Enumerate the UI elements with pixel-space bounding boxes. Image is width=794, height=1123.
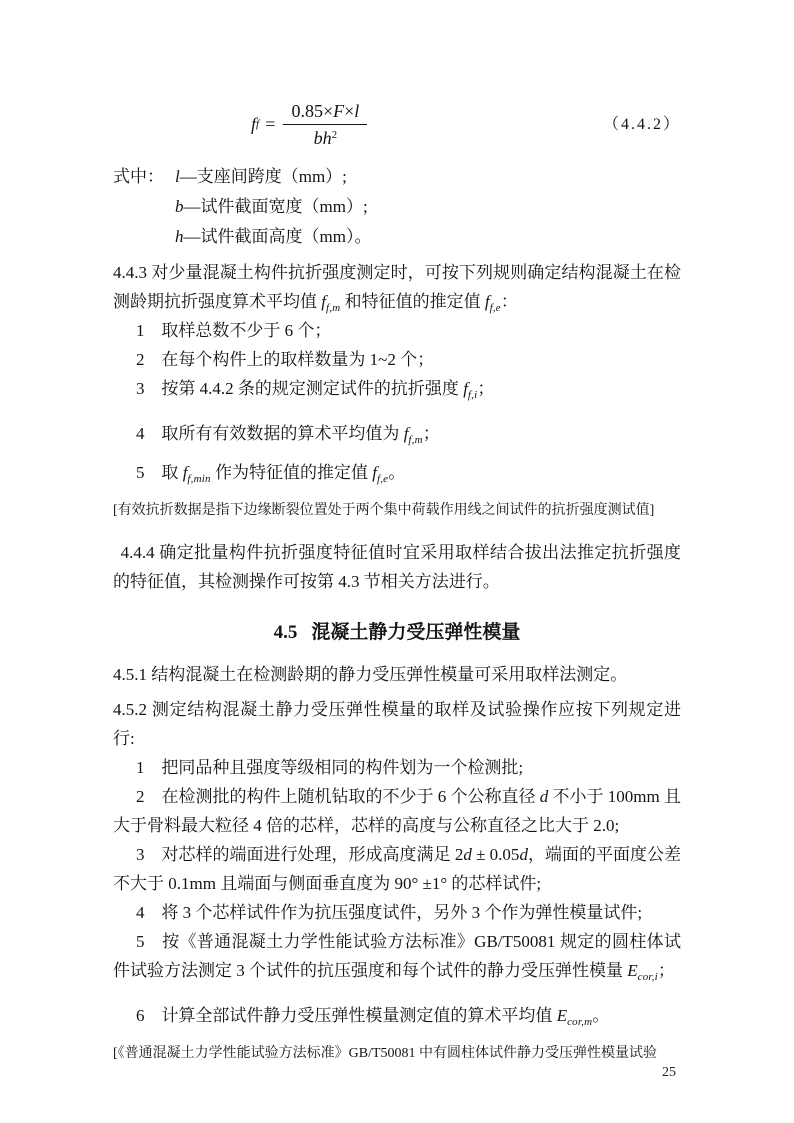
math-exponent: 2: [331, 128, 338, 141]
text-run: 5 按《普通混凝土力学性能试验方法标准》GB/T50081 规定的圆柱体试件试验方法测定 3 个试件的抗压强度和每个试件的静力受压弹性模量: [113, 932, 681, 980]
math-subscript: f,e: [376, 473, 389, 485]
math-symbol-d: d: [463, 845, 472, 864]
text-run: 。: [592, 1006, 610, 1025]
math-symbol-l: l: [354, 100, 360, 121]
text-run: 3 对芯样的端面进行处理，形成高度满足 2: [135, 845, 464, 864]
math-symbol-l: l: [175, 167, 180, 186]
text-run: 6 计算全部试件静力受压弹性模量测定值的算术平均值: [135, 1006, 557, 1025]
clause-4-4-3: [113, 258, 681, 316]
math-symbol-d: d: [519, 845, 528, 864]
bracket-note-flexural: [有效抗折数据是指下边缘断裂位置处于两个集中荷载作用线之间试件的抗折强度测试值]: [113, 503, 655, 518]
math-symbol-ffm: f: [321, 292, 326, 311]
clause-4-5-1: 4.5.1 结构混凝土在检测龄期的静力受压弹性模量可采用取样法测定。: [113, 665, 628, 684]
text-run: 。: [388, 463, 406, 482]
math-subscript: f,min: [187, 473, 211, 485]
list-item-4: [113, 419, 681, 448]
page-number: 25: [662, 1065, 676, 1080]
fraction: [283, 100, 367, 149]
math-symbol-ff: f: [251, 113, 257, 134]
list-item-2: 2 在每个构件上的取样数量为 1~2 个；: [135, 350, 435, 369]
math-subscript: cor,m: [567, 1016, 593, 1028]
section-title: 混凝土静力受压弹性模量: [311, 622, 521, 643]
symbol-definitions: [113, 162, 681, 252]
where-label: 式中：: [113, 167, 164, 186]
text-run: ；: [657, 961, 675, 980]
text-run: ：: [500, 292, 518, 311]
math-symbol-Ecori: E: [627, 961, 638, 980]
list-item-6: [113, 1001, 681, 1030]
equals-sign: =: [265, 113, 276, 134]
math-subscript: f,m: [408, 434, 423, 446]
math-symbol-ffm: f: [403, 424, 409, 443]
list-item-4: 4 将 3 个芯样试件作为抗压强度试件，另外 3 个作为弹性模量试件;: [135, 903, 643, 922]
text-run: 不小于 100mm 且大于骨料最大粒径 4 倍的芯样，芯样的高度与公称直径之比大于 2.0;: [113, 787, 681, 835]
math-symbol-b: b: [175, 197, 184, 216]
math-subscript: cor,i: [637, 971, 658, 983]
text-run: —试件截面宽度（mm）;: [183, 197, 368, 216]
math-symbol-ffe: f: [484, 292, 490, 311]
math-symbol-Ecorm: E: [556, 1006, 568, 1025]
text-run: 5 取: [135, 463, 183, 482]
definition-l: [175, 162, 681, 192]
clause-4-4-4: 4.4.4 确定批量构件抗折强度特征值时宜采用取样结合拔出法推定抗折强度的特征值，其检测操作可按第 4.3 节相关方法进行。: [113, 543, 681, 591]
math-subscript: f,i: [467, 389, 478, 401]
list-item-1: 1 把同品种且强度等级相同的构件划为一个检测批;: [135, 758, 524, 777]
text-run: 2 在检测批的构件上随机钻取的不少于 6 个公称直径: [135, 787, 540, 806]
text-run: —支座间跨度（mm）;: [179, 167, 347, 186]
list-item-2: [113, 782, 681, 840]
math-symbol-ffi: f: [463, 379, 468, 398]
page-content: [113, 96, 681, 1079]
section-number: 4.5: [273, 622, 298, 643]
text-run: 作为特征值的推定值: [210, 463, 373, 482]
list-item-5: [113, 927, 681, 985]
math-symbol-ffmin: f: [182, 463, 188, 482]
text-run: 4.4.3 对少量混凝土构件抗折强度测定时，可按下列规则确定结构混凝土在检测龄期抗折强度算术平均值: [113, 263, 681, 311]
list-item-5: [113, 458, 681, 487]
math-symbol-F: F: [333, 100, 345, 121]
list-item-1: 1 取样总数不少于 6 个；: [135, 321, 332, 340]
section-heading-4-5: [113, 618, 681, 648]
math-symbol-ffe: f: [372, 463, 377, 482]
math-symbol-d: d: [539, 787, 549, 806]
math-subscript: f,e: [489, 302, 501, 314]
list-item-3: [113, 840, 681, 898]
definition-h: [175, 222, 681, 252]
times-sign: ×: [344, 100, 355, 121]
text-run: ；: [422, 424, 440, 443]
equation-4-4-2: f f = $\frac{0.85\times F\times l}{bh^2}$: [251, 100, 367, 149]
list-item-3: [113, 374, 681, 403]
equation-row: [113, 96, 681, 152]
times-sign: ×: [322, 100, 334, 121]
definition-b: [175, 192, 681, 222]
text-run: 0.85: [291, 100, 323, 121]
math-symbol-h: h: [175, 227, 184, 246]
text-run: —试件截面高度（mm）。: [183, 227, 372, 246]
definition-list: [175, 162, 681, 252]
text-run: ；: [477, 379, 495, 398]
clause-4-5-2: 4.5.2 测定结构混凝土静力受压弹性模量的取样及试验操作应按下列规定进行:: [113, 700, 681, 748]
text-run: 和特征值的推定值: [340, 292, 485, 311]
fraction-denominator: [283, 125, 367, 149]
fraction-numerator: [283, 100, 367, 125]
math-subscript: f,m: [325, 302, 341, 314]
text-run: 4 取所有有效数据的算术平均值为: [135, 424, 404, 443]
equation-number: （4.4.2）: [602, 115, 681, 133]
math-symbol-bh: bh: [313, 127, 332, 148]
text-run: ± 0.05: [471, 845, 520, 864]
bracket-note-modulus: [《普通混凝土力学性能试验方法标准》GB/T50081 中有圆柱体试件静力受压弹性模量试验: [113, 1046, 658, 1061]
text-run: 3 按第 4.4.2 条的规定测定试件的抗折强度: [135, 379, 464, 398]
text-run: ，端面的平面度公差不大于 0.1mm 且端面与侧面垂直度为 90° ±1° 的芯样试件;: [113, 845, 682, 893]
